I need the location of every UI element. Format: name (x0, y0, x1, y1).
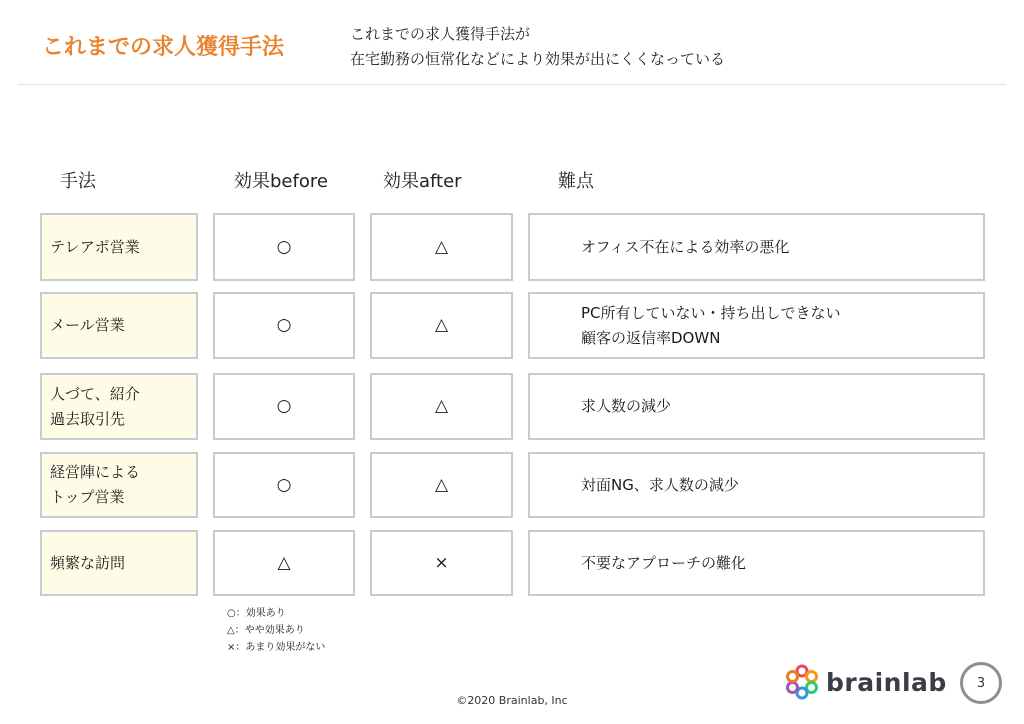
before-mark-cell: ○ (213, 213, 355, 281)
brainlab-logo (784, 664, 947, 700)
legend (227, 605, 325, 656)
method-label: 頻繁な訪問 (50, 553, 126, 572)
legend-item: △：やや効果あり (227, 625, 305, 636)
method-label: トップ営業 (50, 488, 125, 506)
issue-cell (528, 213, 985, 281)
method-cell (40, 452, 198, 518)
issue-text: 顧客の返信率DOWN (581, 328, 721, 347)
legend-item: ×：あまり効果がない (227, 642, 326, 653)
before-mark-cell: ○ (213, 373, 355, 440)
method-label: メール営業 (50, 316, 125, 334)
issue-cell (528, 373, 985, 440)
issue-cell (528, 530, 985, 596)
column-header-after: 効果after (383, 171, 462, 192)
logo-wordmark: brainlab (826, 667, 947, 697)
after-mark-cell: △ (370, 292, 513, 359)
issue-text: 求人数の減少 (581, 397, 672, 415)
after-mark-cell: △ (370, 452, 513, 518)
method-label: 人づて、紹介 (50, 384, 140, 403)
issue-cell (528, 292, 985, 359)
after-mark-cell: △ (370, 373, 513, 440)
method-label: 過去取引先 (50, 409, 126, 428)
flower-logo-icon (784, 664, 820, 700)
method-label: テレアポ営業 (50, 237, 140, 256)
issue-cell (528, 452, 985, 518)
subtitle-line: 在宅勤務の恒常化などにより効果が出にくくなっている (350, 50, 726, 68)
column-header-issue: 難点 (558, 171, 594, 192)
copyright: ©2020 Brainlab, Inc (456, 694, 568, 707)
column-header-method: 手法 (60, 171, 96, 192)
page-subtitle (350, 22, 725, 72)
issue-text: オフィス不在による効率の悪化 (581, 237, 790, 256)
issue-text: PC所有していない・持ち出しできない (581, 303, 841, 322)
before-mark-cell: △ (213, 530, 355, 596)
legend-item: ○：効果あり (227, 608, 286, 619)
before-mark-cell: ○ (213, 452, 355, 518)
issue-text: 不要なアプローチの難化 (581, 553, 747, 572)
header-divider (18, 84, 1006, 85)
method-cell (40, 213, 198, 281)
column-header-before: 効果before (234, 171, 328, 192)
page-number: 3 (960, 662, 1002, 704)
subtitle-line: これまでの求人獲得手法が (350, 25, 531, 43)
method-cell (40, 530, 198, 596)
method-cell (40, 292, 198, 359)
after-mark-cell: × (370, 530, 513, 596)
method-cell (40, 373, 198, 440)
after-mark-cell: △ (370, 213, 513, 281)
method-label: 経営陣による (50, 463, 141, 481)
before-mark-cell: ○ (213, 292, 355, 359)
issue-text: 対面NG、求人数の減少 (581, 475, 739, 494)
page-title: これまでの求人獲得手法 (42, 35, 285, 60)
